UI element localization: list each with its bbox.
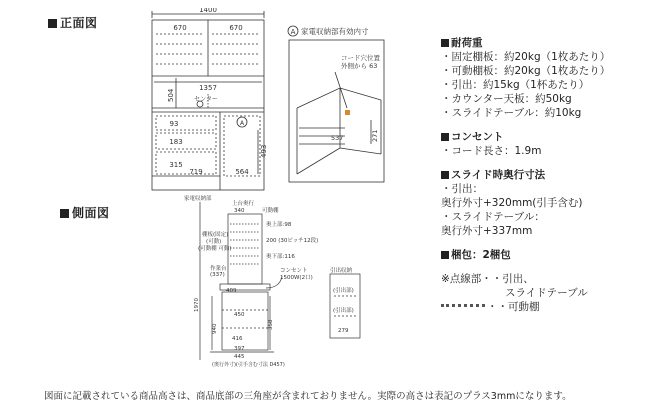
dim-drawer-1: (引出部)	[333, 288, 354, 294]
side-view-drawing	[170, 192, 370, 372]
cord-label-2: 外側から 63	[341, 62, 378, 70]
specs-panel	[441, 36, 610, 314]
dim-right-height: 493	[260, 144, 268, 158]
label-center: センター	[194, 96, 218, 103]
dim-drawer-3: 279	[338, 328, 349, 334]
footer-note: 図面に記載されている商品高さは、商品底部の三角座が含まれておりません。実際の高さは表記のプラス3mmになります。	[44, 391, 572, 402]
dim-drawer-2: (引出部)	[333, 308, 354, 314]
dim-depth-b: 奥下部:116	[266, 254, 295, 260]
dim-940: 940	[212, 323, 218, 334]
dim-right-width: 564	[235, 168, 249, 176]
dim-top-depth: 340	[234, 208, 245, 214]
detail-a-drawing	[285, 24, 390, 186]
dim-upper-right: 670	[229, 24, 243, 32]
slide-item: 奥行外寸+320mm(引手含む)	[441, 197, 583, 209]
load-item: ・固定棚板：約20kg（1枚あたり）	[441, 51, 611, 63]
front-view-drawing	[140, 8, 280, 193]
detail-a-circle-label: A	[290, 28, 296, 36]
dim-358: 358	[268, 319, 274, 330]
legend-line-3: ・・可動棚	[487, 301, 540, 313]
label-outlet-1: コンセント	[280, 268, 308, 274]
circle-a-label: A	[239, 120, 245, 127]
label-shelf-2: (可動)	[206, 239, 222, 245]
label-appliance: 家電収納部	[184, 196, 212, 202]
legend-line-3-row	[441, 300, 610, 314]
dim-397: 397	[234, 346, 245, 352]
square-bullet-icon	[60, 209, 69, 218]
dim-450: 450	[234, 312, 245, 318]
dim-counter: (337)	[210, 272, 225, 278]
cord-label-1: コード穴位置	[341, 54, 380, 62]
load-item: ・引出：約15kg（1杯あたり）	[441, 79, 590, 91]
dim-409: 409	[226, 288, 237, 294]
slide-title: スライド時奥行寸法	[441, 168, 610, 182]
note-bottom: (奥行外寸)(引手含む寸法 D457)	[212, 362, 285, 368]
dim-416: 416	[232, 336, 243, 342]
load-item: ・スライドテーブル：約10kg	[441, 107, 582, 119]
square-bullet-icon	[48, 19, 57, 28]
label-shelf-1: 棚板(固定)	[202, 232, 229, 238]
slide-item: 奥行外寸+337mm	[441, 225, 533, 237]
label-shelf-3: (可動棚 可動)	[198, 246, 232, 252]
dim-445: 445	[234, 354, 245, 360]
dim-drawer-low: 315	[169, 161, 183, 169]
dim-upper-left: 670	[173, 24, 187, 32]
square-bullet-icon	[441, 133, 449, 141]
outlet-title: コンセント	[441, 130, 610, 144]
square-bullet-icon	[441, 171, 449, 179]
dim-1970: 1970	[194, 298, 200, 312]
dim-depth-a: 奥上部:98	[266, 222, 292, 228]
dim-height: 271	[371, 129, 379, 142]
dim-height-upper: 504	[167, 88, 175, 102]
label-counter: 作業台	[210, 266, 227, 272]
load-item: ・可動棚板：約20kg（1枚あたり）	[441, 65, 611, 77]
side-view-title: 側面図	[60, 204, 110, 221]
package-title: 梱包：2梱包	[441, 248, 610, 262]
dim-pitch: 200 (30ピッチ12段)	[266, 238, 319, 244]
dim-bottom-width: 719	[189, 168, 203, 176]
front-view-title: 正面図	[48, 14, 98, 31]
label-drawer-view: 引出収納	[330, 268, 353, 274]
slide-item: ・スライドテーブル：	[441, 211, 545, 223]
legend-line-1: ※点線部・・引出、	[441, 273, 534, 285]
dim-drawer-mid: 183	[169, 138, 183, 146]
dim-inner-width: 1357	[199, 84, 217, 92]
load-item: ・カウンター天板：約50kg	[441, 93, 572, 105]
dim-drawer-top: 93	[169, 120, 179, 128]
square-bullet-icon	[441, 251, 449, 259]
dim-total-width: 1400	[199, 8, 217, 14]
detail-a-title: 家電収納部有効内寸	[301, 27, 369, 36]
label-movable: 可動棚	[262, 208, 279, 214]
slide-item: ・引出：	[441, 183, 483, 195]
dim-depth: 537	[331, 134, 344, 142]
label-top-depth: 上台奥行	[232, 201, 255, 207]
load-title: 耐荷重	[441, 36, 610, 50]
outlet-item: ・コード長さ：1.9m	[441, 145, 542, 157]
legend-line-2: スライドテーブル	[505, 287, 588, 299]
square-bullet-icon	[441, 39, 449, 47]
label-outlet-2: 1500W(2口)	[280, 275, 313, 281]
dotted-line-icon	[441, 304, 485, 307]
